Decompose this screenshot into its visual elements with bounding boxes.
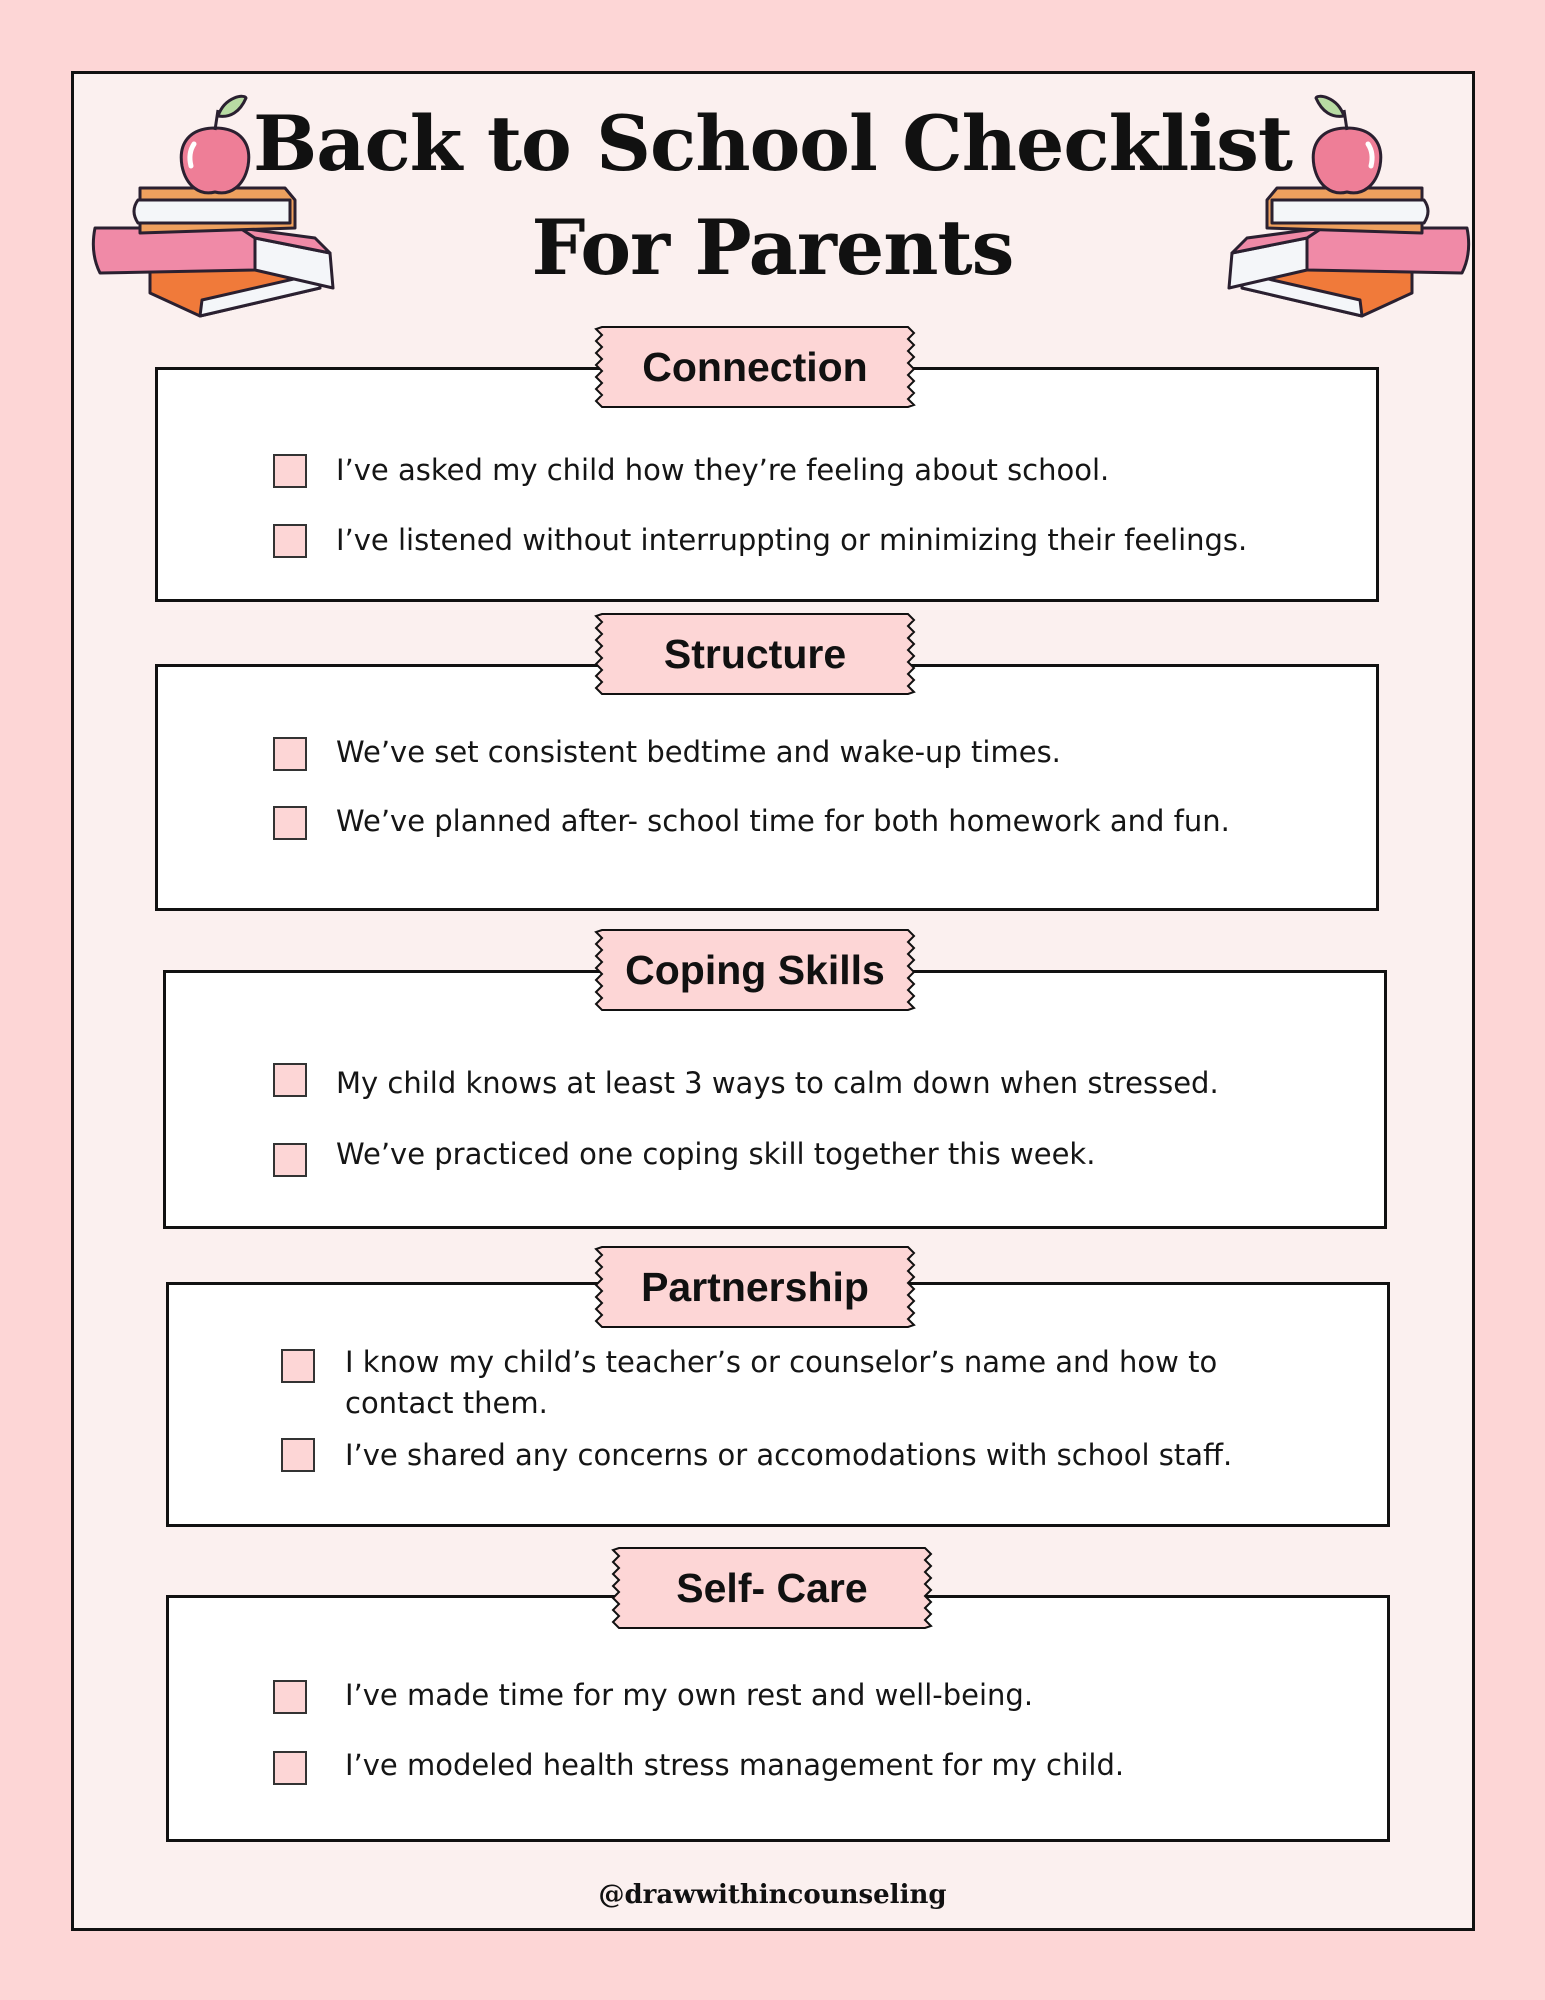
item-text: We’ve planned after- school time for both homework and fun. — [336, 804, 1230, 838]
checkbox[interactable] — [273, 1063, 307, 1097]
checkbox[interactable] — [273, 737, 307, 771]
checkbox[interactable] — [273, 524, 307, 558]
item-text: We’ve practiced one coping skill together this week. — [336, 1137, 1096, 1171]
page-title-line2: For Parents — [531, 203, 1014, 292]
section-heading-self-care — [611, 1546, 933, 1630]
checkbox[interactable] — [273, 1680, 307, 1714]
item-text: I’ve shared any concerns or accomodations with school staff. — [345, 1438, 1233, 1472]
section-heading-label: Partnership — [641, 1264, 869, 1310]
section-heading-label: Structure — [663, 631, 847, 677]
section-heading-label: Coping Skills — [625, 947, 885, 993]
checkbox[interactable] — [273, 1751, 307, 1785]
footer-handle: @drawwithincounseling — [598, 1880, 947, 1910]
page-title-line1: Back to School Checklist — [253, 99, 1292, 188]
item-text: I know my child’s teacher’s or counselor’s name and how to contact them. — [345, 1345, 1218, 1420]
checkbox[interactable] — [273, 454, 307, 488]
section-heading-structure — [594, 612, 916, 696]
item-text: I’ve listened without interruppting or minimizing their feelings. — [336, 523, 1248, 557]
section-heading-label: Connection — [642, 344, 868, 390]
section-self-care — [166, 1595, 1390, 1842]
checkbox[interactable] — [273, 1143, 307, 1177]
section-heading-label: Self- Care — [676, 1565, 868, 1611]
item-text: My child knows at least 3 ways to calm down when stressed. — [336, 1066, 1219, 1100]
checkbox[interactable] — [281, 1438, 315, 1472]
section-heading-partnership — [594, 1245, 916, 1329]
section-heading-connection — [594, 325, 916, 409]
checkbox[interactable] — [281, 1349, 315, 1383]
section-structure — [155, 664, 1379, 911]
item-text: I’ve made time for my own rest and well-being. — [345, 1678, 1034, 1712]
checkbox[interactable] — [273, 806, 307, 840]
item-text: I’ve asked my child how they’re feeling about school. — [336, 453, 1110, 487]
item-text: We’ve set consistent bedtime and wake-up times. — [336, 735, 1061, 769]
item-text: I’ve modeled health stress management for my child. — [345, 1748, 1125, 1782]
section-heading-coping-skills — [594, 928, 916, 1012]
